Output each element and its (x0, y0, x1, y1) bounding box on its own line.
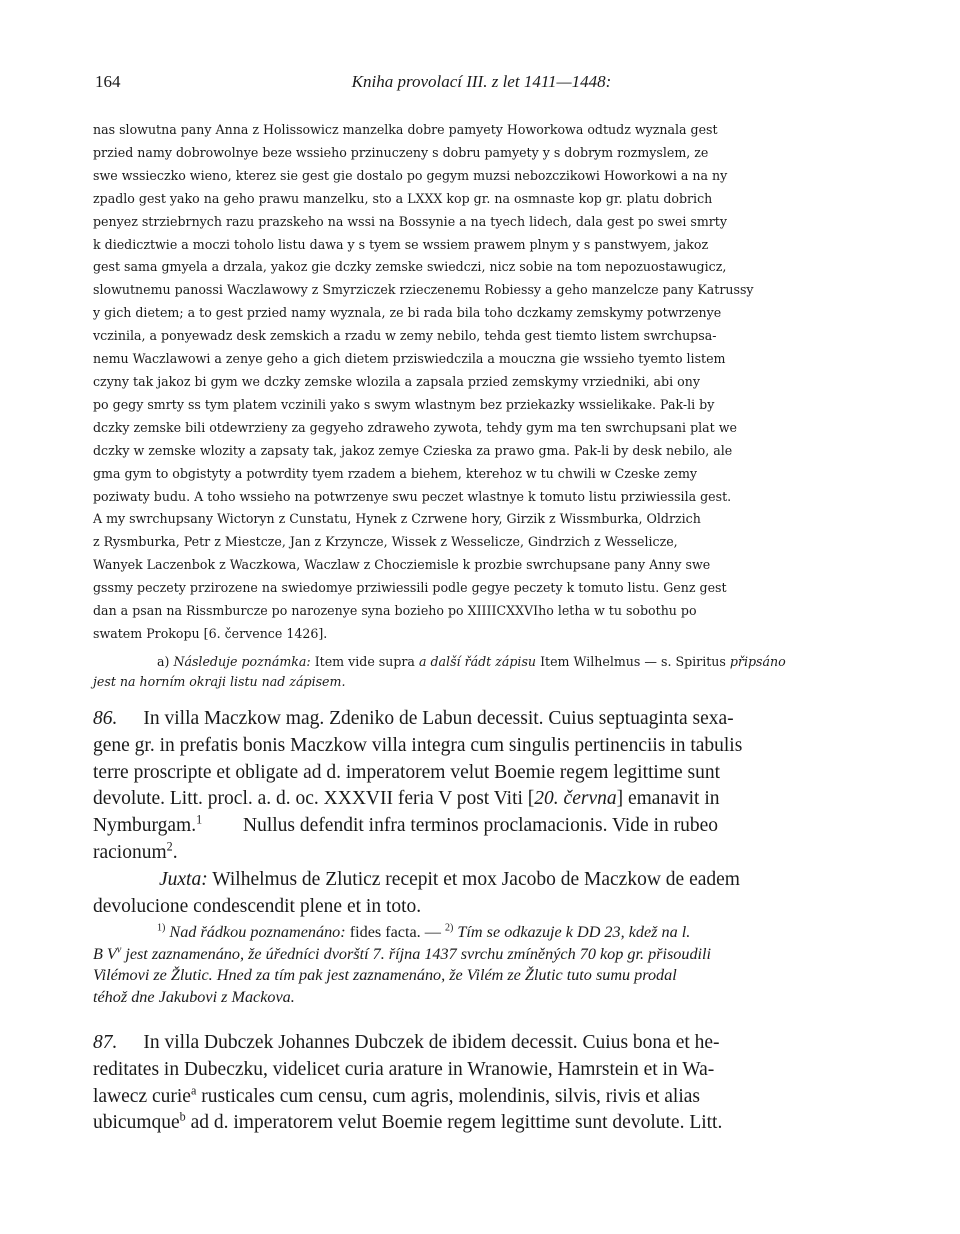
entry-line: Nymburgam. (93, 815, 197, 837)
charter-line: dczky zemske bili otdewrzieny za gegyeho zdraweho zywota, tehdy gym ma ten swrchupsani plat we (93, 419, 737, 435)
charter-line: z Rysmburka, Petr z Miestcze, Jan z Krzyncze, Wissek z Wesselicze, Gindrzich z Wesselicze, (93, 534, 678, 550)
entry-line: lawecz curie (93, 1085, 191, 1107)
footnote-ref: b (179, 1109, 186, 1124)
charter-line: A my swrchupsany Wictoryn z Cunstatu, Hynek z Czrwene hory, Girzik z Wissmburka, Oldrzich (93, 511, 701, 527)
charter-line: swatem Prokopu [6. července 1426]. (93, 625, 328, 641)
entry-line: reditates in Dubeczku, videlicet curia arature in Wranowie, Hamrstein et in Wa- (93, 1058, 715, 1080)
footnote-text: Item Wilhelmus — s. Spiritus (540, 654, 726, 669)
charter-line: nas slowutna pany Anna z Holissowicz manzelka dobre pamyety Howorkowa odtudz wyznala gest (93, 122, 718, 137)
footnote-line: Vilémovi ze Žlutic. Hned za tím pak jest zaznamenáno, že Vilém ze Žlutic tuto sumu prodal (93, 966, 677, 985)
charter-line: poziwaty budu. A toho wssieho na potwrzenye swu peczet wlastnye k tomuto listu prziwiessila gest. (93, 488, 732, 504)
footnote-line: B V (93, 944, 117, 963)
charter-line: przied namy dobrowolnye beze wssieho przinuczeny s dobru pamyety y s dobrym rozmyslem, ze (93, 144, 709, 160)
entry-line: In villa Dubczek Johannes Dubczek de ibidem decessit. Cuius bona et he- (143, 1032, 720, 1053)
charter-line: y gich dietem; a to gest przied namy wyznala, ze bi rada bila toho dczkamy zemskymy potwrzenye (93, 305, 722, 321)
charter-line: dczky w zemske wlozity a zapsaty tak, jakoz zemye Czieska za prawo gma. Pak-li by desk nebilo, ale (93, 442, 733, 458)
entry-number: 87. (93, 1032, 118, 1053)
charter-text (93, 119, 869, 646)
footnote-text: Item vide supra (314, 654, 415, 669)
entry-87 (93, 1030, 869, 1137)
charter-line: po gegy smrty ss tym platem vczinili yako s swym wlastnym bez prziekazky wssielikake. Pak-li by (93, 396, 715, 412)
juxta-line: devolucione condescendit plene et in toto. (93, 895, 422, 917)
charter-line: dan a psan na Rissmburcze po narozenye syna bozieho po XIIIICXXVIho letha w tu sobothu po (93, 603, 697, 619)
footnote-marker: 1) (157, 922, 166, 934)
entry-line: . (172, 841, 178, 863)
running-head: Kniha provolací III. z let 1411—1448: (351, 72, 612, 91)
charter-line: slowutnemu panossi Waczlawowy z Smyrziczek rzieczenemu Robiessy a geho manzelcze pany Katrussy (93, 282, 754, 298)
entry-line: gene gr. in prefatis bonis Maczkow villa integra cum singulis pertinenciis in tabulis (93, 734, 743, 756)
entry-line: terre proscripte et obligate ad d. imperatorem velut Boemie regem legittime sunt (93, 761, 721, 783)
charter-footnote (93, 652, 869, 691)
charter-line: penyez strziebrnych razu prazskeho na wssi na Bossynie a na tyech lidech, dala gest po swei smrty (93, 213, 727, 229)
charter-line: Wanyek Laczenbok z Waczkowa, Waczlaw z Chocziemisle k prozbie swrchupsane pany Anny swe (93, 557, 711, 573)
entry-line: ubicumque (93, 1112, 180, 1134)
footnote-line: téhož dne Jakubovi z Mackova. (93, 987, 295, 1006)
footnote-ref: 1 (196, 812, 203, 827)
entry-line: In villa Maczkow mag. Zdeniko de Labun decessit. Cuius septuaginta sexa- (143, 708, 734, 729)
footnote-italic: a další řádt zápisu (418, 654, 537, 669)
footnote-line: jest zaznamenáno, že úředníci dvorští 7. října 1437 svrchu zmíněných 70 kop gr. přisoudili (125, 944, 712, 963)
charter-line: swe wssieczko wieno, kterez sie gest gie dostalo po gegym muzsi nebozczikowi Howorkowi a na ny (93, 167, 728, 183)
charter-line: nemu Waczlawowi a zenye geho a gich dietem prziswiedczila a mouczna gie wssieho tyemto listem (93, 351, 726, 367)
entry-line: Nullus defendit infra terminos proclamacionis. Vide in rubeo (238, 815, 719, 837)
charter-line: vczinila, a ponyewadz desk zemskich a rzadu w zemy nebilo, tehda gest tiemto listem swrchupsa- (93, 328, 717, 344)
footnote-text: fides facta. — (349, 923, 441, 941)
entry-line: rusticales cum censu, cum agris, molendinis, silvis, rivis et alias (196, 1085, 701, 1107)
footnote-line: jest na horním okraji listu nad zápisem. (93, 673, 346, 689)
footnote-marker: a) (157, 654, 170, 669)
footnote-ref: a (190, 1083, 197, 1098)
footnote-sup: v (116, 944, 122, 956)
footnote-ref: 2 (166, 839, 173, 854)
charter-line: gssmy peczety przirozene na swiedomye prziwiessili podle gegye peczety k tomuto listu. Genz gest (93, 580, 727, 596)
footnote-italic: Tím se odkazuje k DD 23, kdež na l. (457, 923, 691, 941)
charter-line: gest sama gmyela a drzala, yakoz gie dczky zemske swiedczi, nicz sobie na tom nepozuostawugicz, (93, 259, 727, 275)
charter-line: k diedicztwie a moczi toholo listu dawa y s tyem se wssiem prawem plnym y s panstwyem, jakoz (93, 236, 709, 252)
footnote-lead: Následuje poznámka: (173, 654, 311, 669)
footnote-italic: Nad řádkou poznamenáno: (169, 923, 346, 941)
entry-number: 86. (93, 708, 118, 729)
charter-line: gma gym to obgistyty a potwrdity tyem rzadem a biehem, kterehoz w tu chwili w Czeske zemy (93, 465, 698, 481)
charter-line: czyny tak jakoz bi gym we dczky zemske wlozila a zapsala przied zemskymy vrziedniki, abi ony (93, 373, 700, 389)
entry-line: devolute. Litt. procl. a. d. oc. XXXVII feria V post Viti [ (93, 788, 535, 810)
entry-line: racionum (93, 841, 167, 863)
entry-date: 20. června (534, 788, 617, 810)
entry-86 (93, 706, 869, 920)
page-number: 164 (95, 72, 121, 91)
footnote-marker: 2) (445, 922, 454, 934)
entry-86-footnotes (93, 922, 869, 1008)
entry-line: ad d. imperatorem velut Boemie regem legittime sunt devolute. Litt. (185, 1112, 723, 1134)
entry-line: ] emanavit in (616, 788, 720, 810)
footnote-italic: připsáno (729, 654, 786, 669)
juxta-text: Wilhelmus de Zluticz recepit et mox Jacobo de Maczkow de eadem (212, 868, 740, 890)
page-header (95, 72, 868, 98)
charter-line: zpadlo gest yako na geho prawu manzelku, sto a LXXX kop gr. na osmnaste kop gr. platu dobrich (93, 190, 713, 206)
juxta-label: Juxta: (159, 868, 208, 890)
